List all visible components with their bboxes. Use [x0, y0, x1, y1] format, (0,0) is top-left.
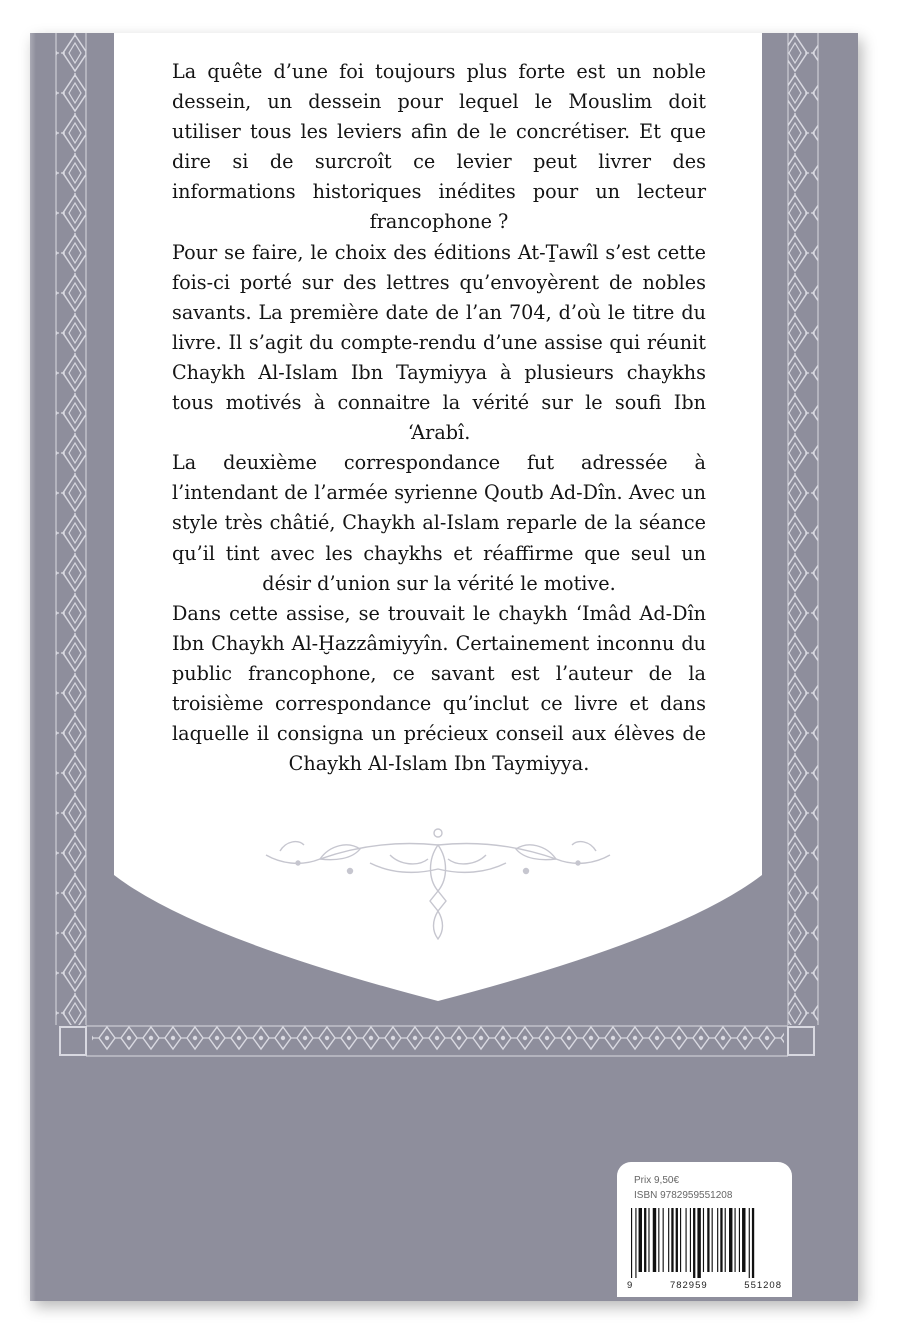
barcode-bar — [686, 1208, 687, 1272]
barcode-bar — [707, 1208, 709, 1272]
barcode-bar — [752, 1208, 754, 1278]
barcode-bar — [635, 1208, 636, 1278]
book-back-cover — [30, 33, 858, 1301]
barcode-digit-group: 551208 — [744, 1280, 782, 1291]
barcode-bar — [693, 1208, 695, 1278]
barcode-bar — [720, 1208, 722, 1272]
barcode-bar — [703, 1208, 704, 1272]
barcode-digit-group: 9 — [627, 1280, 634, 1291]
barcode-bar — [712, 1208, 713, 1272]
barcode-digits — [627, 1280, 782, 1291]
barcode-bar — [735, 1208, 736, 1272]
barcode-bar — [676, 1208, 678, 1272]
barcode-bar — [717, 1208, 718, 1272]
barcode-bar — [671, 1208, 673, 1272]
right-border-pattern — [788, 33, 818, 1025]
barcode-icon — [627, 1206, 782, 1278]
barcode-bar — [658, 1208, 659, 1272]
price-label: Prix 9,50€ — [634, 1175, 680, 1186]
barcode-bar — [742, 1208, 745, 1272]
price-barcode-box — [617, 1162, 792, 1297]
barcode-bar — [653, 1208, 656, 1272]
barcode-bar — [697, 1208, 700, 1278]
barcode-digit-group: 782959 — [669, 1280, 708, 1291]
barcode-bar — [648, 1208, 649, 1272]
paragraph-4: Dans cette assise, se trouvait le chaykh ‘Imâd Ad-Dîn Ibn Chaykh Al-Ḫazzâmiyyîn. Certainement inconnu du public francophone, ce savant est l’auteur de la troisième correspondance qu’inclut ce livre et dans laquelle il consigna un précieux conseil aux élèves de Chaykh Al-Islam Ibn Taymiyya. — [172, 601, 706, 776]
barcode-bar — [668, 1208, 669, 1272]
paragraph-3: La deuxième correspondance fut adressée à l’intendant de l’armée syrienne Qoutb Ad-Dîn. Avec un style très châtié, Chaykh al-Islam reparle de la séance qu’il tint avec les chaykhs et réaffirme que seul un désir d’union sur la vérité le motive. — [172, 451, 706, 595]
paragraph-1: La quête d’une foi toujours plus forte est un noble dessein, un dessein pour lequel le Mouslim doit utiliser tous les leviers afin de le concrétiser. Et que dire si de surcroît ce levier peut livrer des informations historiques inédites pour un lecteur francophone ? — [172, 60, 706, 234]
barcode-bar — [690, 1208, 691, 1272]
barcode-bar — [663, 1208, 664, 1272]
isbn-label: ISBN 9782959551208 — [634, 1190, 733, 1201]
barcode-bar — [680, 1208, 681, 1272]
barcode-bar — [644, 1208, 646, 1272]
barcode-bar — [631, 1208, 632, 1278]
back-cover-text — [172, 57, 706, 779]
barcode-bar — [749, 1208, 750, 1278]
barcode-bar — [725, 1208, 726, 1272]
left-border-pattern — [56, 33, 86, 1025]
barcode-bar — [729, 1208, 732, 1272]
bottom-border-pattern — [60, 1026, 814, 1056]
paragraph-2: Pour se faire, le choix des éditions At-Ṯawîl s’est cette fois-ci porté sur des lettres qu’envoyèrent de nobles savants. La première date de l’an 704, d’où le titre du livre. Il s’agit du compte-rendu d’une assise qui réunit Chaykh Al-Islam Ibn Taymiyya à plusieurs chaykhs tous motivés à connaitre la vérité sur le soufi Ibn ‘Arabî. — [172, 240, 706, 445]
barcode-bar — [739, 1208, 740, 1272]
barcode-bar — [639, 1208, 642, 1272]
